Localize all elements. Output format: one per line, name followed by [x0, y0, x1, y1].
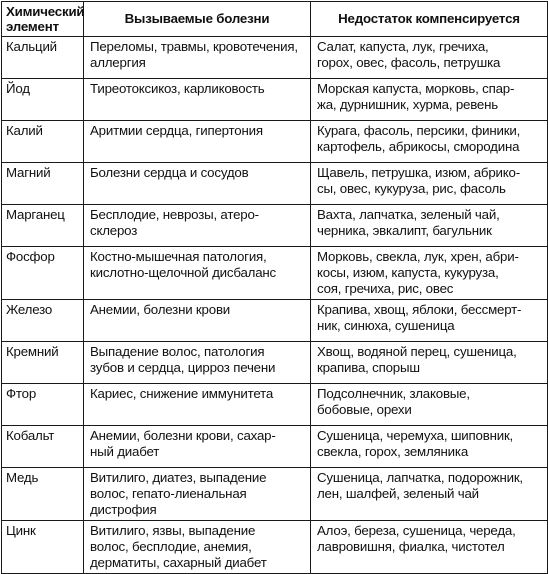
compensation-cell-line: крапива, спорыш	[317, 360, 420, 375]
element-cell: Медь	[2, 468, 84, 521]
element-cell: Йод	[2, 79, 84, 121]
compensation-cell-line: Курага, фасоль, персики, финики,	[317, 123, 521, 138]
compensation-cell	[311, 121, 548, 163]
compensation-cell-line: свекла, горох, земляника	[317, 444, 469, 459]
table-row	[2, 521, 548, 574]
element-cell: Железо	[2, 300, 84, 342]
table-row	[2, 468, 548, 521]
diseases-cell-line: зубов и сердца, цирроз печени	[90, 360, 276, 375]
table-row	[2, 37, 548, 79]
element-cell: Цинк	[2, 521, 84, 574]
table-row	[2, 300, 548, 342]
table-row	[2, 342, 548, 384]
table-row	[2, 205, 548, 247]
compensation-cell-line: Морская капуста, морковь, спар-	[317, 81, 515, 96]
diseases-cell-line: склероз	[90, 223, 138, 238]
diseases-cell	[84, 384, 311, 426]
element-cell: Кремний	[2, 342, 84, 384]
compensation-cell-line: Крапива, хвощ, яблоки, бессмерт-	[317, 302, 522, 317]
compensation-cell	[311, 247, 548, 300]
header-compensation: Недостаток компенсируется	[311, 2, 548, 37]
compensation-cell	[311, 342, 548, 384]
compensation-cell	[311, 521, 548, 574]
diseases-cell-line: дерматиты, сахарный диабет	[90, 555, 267, 570]
diseases-cell-line: Витилиго, диатез, выпадение	[90, 470, 267, 485]
diseases-cell	[84, 37, 311, 79]
compensation-cell-line: соя, гречиха, рис, овес	[317, 281, 454, 296]
compensation-cell-line: Вахта, лапчатка, зеленый чай,	[317, 207, 500, 222]
compensation-cell	[311, 79, 548, 121]
table-row	[2, 79, 548, 121]
diseases-cell	[84, 205, 311, 247]
compensation-cell	[311, 468, 548, 521]
diseases-cell	[84, 300, 311, 342]
compensation-cell	[311, 205, 548, 247]
element-cell: Марганец	[2, 205, 84, 247]
table-row	[2, 163, 548, 205]
compensation-cell-line: косы, изюм, капуста, кукуруза,	[317, 265, 499, 280]
diseases-cell-line: Переломы, травмы, кровотечения,	[90, 39, 298, 54]
diseases-cell-line: Кариес, снижение иммунитета	[90, 386, 274, 401]
compensation-cell	[311, 163, 548, 205]
compensation-cell	[311, 37, 548, 79]
element-cell: Кобальт	[2, 426, 84, 468]
diseases-cell-line: Анемии, болезни крови	[90, 302, 231, 317]
compensation-cell-line: Салат, капуста, лук, гречиха,	[317, 39, 489, 54]
diseases-cell	[84, 79, 311, 121]
diseases-cell	[84, 163, 311, 205]
compensation-cell-line: ник, синюха, сушеница	[317, 318, 455, 333]
elements-table	[1, 1, 548, 574]
compensation-cell-line: Подсолнечник, злаковые,	[317, 386, 470, 401]
header-element-line: Химический	[6, 4, 85, 19]
compensation-cell-line: Сушеница, лапчатка, подорожник,	[317, 470, 523, 485]
diseases-cell	[84, 468, 311, 521]
diseases-cell-line: аллергия	[90, 55, 146, 70]
header-diseases: Вызываемые болезни	[84, 2, 311, 37]
table-row	[2, 121, 548, 163]
table-row	[2, 247, 548, 300]
diseases-cell-line: Аритмии сердца, гипертония	[90, 123, 263, 138]
compensation-cell	[311, 426, 548, 468]
compensation-cell-line: Щавель, петрушка, изюм, абрико-	[317, 165, 520, 180]
compensation-cell-line: жа, дурнишник, хурма, ревень	[317, 97, 498, 112]
compensation-cell-line: Хвощ, водяной перец, сушеница,	[317, 344, 517, 359]
compensation-cell-line: лавровишня, фиалка, чистотел	[317, 539, 505, 554]
diseases-cell-line: Витилиго, язвы, выпадение	[90, 523, 256, 538]
compensation-cell-line: бобовые, орехи	[317, 402, 412, 417]
diseases-cell-line: Бесплодие, неврозы, атеро-	[90, 207, 259, 222]
compensation-cell	[311, 300, 548, 342]
table-row	[2, 426, 548, 468]
element-cell: Фосфор	[2, 247, 84, 300]
diseases-cell	[84, 247, 311, 300]
diseases-cell	[84, 521, 311, 574]
diseases-cell-line: волос, бесплодие, анемия,	[90, 539, 252, 554]
compensation-cell-line: черника, эвкалипт, багульник	[317, 223, 492, 238]
compensation-cell-line: горох, овес, фасоль, петрушка	[317, 55, 501, 70]
diseases-cell-line: Болезни сердца и сосудов	[90, 165, 249, 180]
diseases-cell-line: Выпадение волос, патология	[90, 344, 265, 359]
diseases-cell	[84, 342, 311, 384]
diseases-cell-line: Тиреотоксикоз, карликовость	[90, 81, 265, 96]
diseases-cell-line: Анемии, болезни крови, сахар-	[90, 428, 276, 443]
diseases-cell	[84, 121, 311, 163]
element-cell: Магний	[2, 163, 84, 205]
compensation-cell-line: Алоэ, береза, сушеница, череда,	[317, 523, 516, 538]
diseases-cell	[84, 426, 311, 468]
table-row	[2, 384, 548, 426]
diseases-cell-line: дистрофия	[90, 502, 157, 517]
compensation-cell-line: сы, овес, кукуруза, рис, фасоль	[317, 181, 506, 196]
diseases-cell-line: ный диабет	[90, 444, 160, 459]
element-cell: Кальций	[2, 37, 84, 79]
table-header-row	[2, 2, 548, 37]
compensation-cell-line: Сушеница, черемуха, шиповник,	[317, 428, 514, 443]
compensation-cell	[311, 384, 548, 426]
element-cell: Фтор	[2, 384, 84, 426]
diseases-cell-line: кислотно-щелочной дисбаланс	[90, 265, 276, 280]
element-cell: Калий	[2, 121, 84, 163]
table-body	[2, 37, 548, 574]
header-element	[2, 2, 84, 37]
diseases-cell-line: Костно-мышечная патология,	[90, 249, 267, 264]
compensation-cell-line: лен, шалфей, зеленый чай	[317, 486, 479, 501]
compensation-cell-line: картофель, абрикосы, смородина	[317, 139, 520, 154]
header-element-line: элемент	[6, 19, 59, 34]
document-page	[1, 1, 547, 570]
compensation-cell-line: Морковь, свекла, лук, хрен, абри-	[317, 249, 519, 264]
diseases-cell-line: волос, гепато-лиенальная	[90, 486, 247, 501]
